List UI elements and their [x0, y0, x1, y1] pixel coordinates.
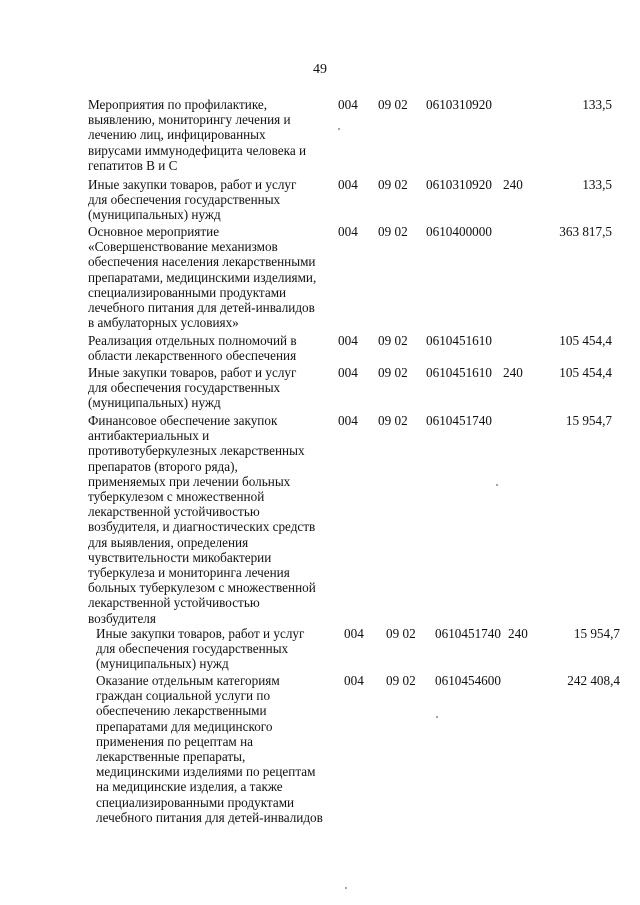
- description-line: (муниципальных) нужд: [88, 395, 221, 411]
- ministry-code: 004: [338, 177, 358, 192]
- row-description: [88, 365, 350, 411]
- amount: 105 454,4: [559, 365, 612, 380]
- description-line: Оказание отдельным категориям: [96, 673, 280, 688]
- description-line: на медицинские изделия, а также: [96, 779, 283, 795]
- row-description: [96, 673, 358, 825]
- description-line: Основное мероприятие: [88, 224, 220, 239]
- description-line: «Совершенствование механизмов: [88, 239, 278, 255]
- ministry-code: 004: [338, 97, 358, 112]
- description-line: лекарственные препараты,: [96, 749, 246, 765]
- description-line: Мероприятия по профилактике,: [88, 97, 268, 112]
- amount: 105 454,4: [559, 333, 612, 348]
- description-line: для выявления, определения: [88, 534, 249, 550]
- description-line: граждан социальной услуги по: [96, 688, 271, 704]
- description-line: специализированными продуктами: [88, 284, 287, 300]
- section-code: 09 02: [378, 333, 408, 348]
- description-line: противотуберкулезных лекарственных: [88, 443, 305, 459]
- target-article-code: 0610451740: [435, 626, 501, 641]
- description-line: лечению лиц, инфицированных: [88, 127, 266, 143]
- row-description: [96, 626, 358, 672]
- description-line: возбудителя, и диагностических средств: [88, 519, 316, 535]
- description-line: вирусами иммунодефицита человека и: [88, 142, 307, 158]
- description-line: специализированными продуктами: [96, 794, 295, 810]
- row-description: [88, 97, 350, 173]
- description-line: чувствительности микобактерии: [88, 549, 272, 565]
- description-line: выявлению, мониторингу лечения и: [88, 112, 291, 128]
- description-line: лечебного питания для детей-инвалидов: [88, 300, 315, 316]
- row-description: [88, 177, 350, 223]
- row-description: [88, 333, 350, 363]
- row-description: [88, 413, 350, 626]
- description-line: препаратами, медицинскими изделиями,: [88, 269, 317, 285]
- description-line: для обеспечения государственных: [96, 641, 289, 657]
- target-article-code: 0610451740: [426, 413, 492, 428]
- scan-speck: [345, 887, 347, 889]
- scan-speck: [436, 716, 438, 718]
- description-line: в амбулаторных условиях»: [88, 315, 239, 331]
- ministry-code: 004: [338, 333, 358, 348]
- description-line: препаратов (второго ряда),: [88, 458, 238, 474]
- section-code: 09 02: [386, 626, 416, 641]
- ministry-code: 004: [338, 413, 358, 428]
- amount: 15 954,7: [565, 413, 612, 428]
- amount: 242 408,4: [567, 673, 620, 688]
- description-line: Иные закупки товаров, работ и услуг: [88, 177, 297, 192]
- description-line: туберкулезом с множественной: [88, 489, 265, 505]
- amount: 133,5: [582, 97, 612, 112]
- description-line: для обеспечения государственных: [88, 192, 281, 208]
- description-line: гепатитов В и С: [88, 157, 178, 173]
- section-code: 09 02: [378, 365, 408, 380]
- expense-type-code: 240: [503, 177, 523, 192]
- expense-type-code: 240: [508, 626, 528, 641]
- amount: 363 817,5: [559, 224, 612, 239]
- description-line: антибактериальных и: [88, 428, 210, 444]
- target-article-code: 0610451610: [426, 333, 492, 348]
- target-article-code: 0610454600: [435, 673, 501, 688]
- target-article-code: 0610400000: [426, 224, 492, 239]
- section-code: 09 02: [378, 413, 408, 428]
- section-code: 09 02: [378, 177, 408, 192]
- ministry-code: 004: [344, 673, 364, 688]
- description-line: (муниципальных) нужд: [96, 656, 229, 672]
- description-line: туберкулеза и мониторинга лечения: [88, 565, 290, 581]
- target-article-code: 0610310920: [426, 177, 492, 192]
- description-line: медицинскими изделиями по рецептам: [96, 764, 316, 780]
- description-line: области лекарственного обеспечения: [88, 348, 297, 364]
- description-line: лекарственной устойчивостью: [88, 595, 260, 611]
- section-code: 09 02: [386, 673, 416, 688]
- description-line: Финансовое обеспечение закупок: [88, 413, 278, 428]
- ministry-code: 004: [338, 365, 358, 380]
- description-line: применяемых при лечении больных: [88, 473, 291, 489]
- description-line: Реализация отдельных полномочий в: [88, 333, 297, 348]
- section-code: 09 02: [378, 97, 408, 112]
- ministry-code: 004: [344, 626, 364, 641]
- scan-speck: [496, 484, 498, 486]
- description-line: лекарственной устойчивостью: [88, 504, 260, 520]
- description-line: (муниципальных) нужд: [88, 207, 221, 223]
- amount: 15 954,7: [573, 626, 620, 641]
- description-line: обеспечения населения лекарственными: [88, 254, 316, 270]
- target-article-code: 0610451610: [426, 365, 492, 380]
- description-line: Иные закупки товаров, работ и услуг: [96, 626, 305, 641]
- description-line: препаратами для медицинского: [96, 718, 273, 734]
- description-line: Иные закупки товаров, работ и услуг: [88, 365, 297, 380]
- ministry-code: 004: [338, 224, 358, 239]
- description-line: для обеспечения государственных: [88, 380, 281, 396]
- scan-speck: [338, 128, 340, 130]
- description-line: лечебного питания для детей-инвалидов: [96, 809, 323, 825]
- amount: 133,5: [582, 177, 612, 192]
- description-line: возбудителя: [88, 610, 156, 626]
- row-description: [88, 224, 350, 330]
- page-number: 49: [313, 62, 327, 77]
- description-line: обеспечению лекарственными: [96, 703, 267, 719]
- description-line: применения по рецептам на: [96, 733, 253, 749]
- target-article-code: 0610310920: [426, 97, 492, 112]
- description-line: больных туберкулезом с множественной: [88, 580, 316, 596]
- expense-type-code: 240: [503, 365, 523, 380]
- section-code: 09 02: [378, 224, 408, 239]
